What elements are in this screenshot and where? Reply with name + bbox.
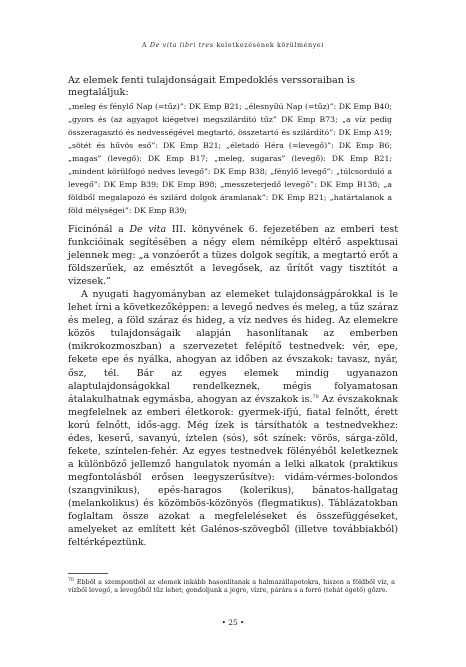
- running-head-suffix: keletkezésének körülményei: [213, 41, 324, 49]
- book-title-italic: De vita: [129, 224, 167, 235]
- paragraph-ficino-text-1: Ficinónál a: [68, 224, 130, 235]
- paragraph-ficino: [68, 223, 398, 288]
- page-number: • 25 •: [221, 618, 245, 627]
- paragraph-western-tradition: [68, 288, 398, 549]
- footnote-text: Ebből a szempontból az elemek inkább hasonlítanak a halmazállapotokra, hiszen a földből víz, a vízből levegő, a levegőből tűz lehet; gondoljunk a jégre, vízre, párára s a forró (tehát égető) gőzre.: [68, 578, 395, 595]
- footnote-reference[interactable]: 70: [312, 393, 319, 400]
- paragraph-tradition-text-2: Az évszakoknak megfelelnek az emberi életkorok: gyermek-ifjú, fiatal felnőtt, érett korú felnőtt, idős-agg. Még ízek is társíthatók a testnedvekhez: édes, keserű, savanyú, íztelen (sós), sőt színek: vörös, sárga-zöld, fekete, színtelen-fehér. Az egyes testnedvek fölényéből keletkeznek a különböző jellemző hangulatok nyomán a lelki alkatok (praktikus megfontolásból erősen leegyszerűsítve): vidám-vérmes-bolondos (szangvinikus), epés-haragos (kolerikus), bánatos-hallgatag (melankolikus) és közömbös-közönyös (flegmatikus). Táblázatokban foglaltam össze azokat a megfeleléseket és összefüggéseket, amelyeket az említett két Galénos-szövegből (illetve továbbiakból) feltérképeztünk.: [68, 393, 398, 549]
- main-text: [68, 223, 398, 549]
- paragraph-tradition-text-1: A nyugati hagyományban az elemeket tulajdonságpárokkal is le lehet írni a következőképpen: a levegő nedves és meleg, a tűz száraz és meleg, a föld száraz és hideg, a víz nedves és hideg. Az elemekre közös tulajdonságaik alapján hasonlítanak az emberben (mikrokozmoszban) a szervezetet felépítő testnedvek: vér, epe, fekete epe és nyálka, ahogyan az időben az évszakok: tavasz, nyár, ősz, tél. Bár az egyes elemek mindig ugyanazon alaptulajdonságokkal rendelkeznek, mégis folyamatosan átalakulhatnak egymásba, ahogyan az évszakok is.: [68, 289, 398, 405]
- footnote-divider: [68, 573, 108, 574]
- empedocles-quotations: „meleg és fénylő Nap (=tűz)”: DK Emp B21; „élesnyílú Nap (=tűz)”: DK Emp B40; „gyors és (az agyagot kiégetve) megszilárdító tűz” DK Emp B73; „a víz pedig összeragasztó és nedvességével megtartó, összetartó és szilárdító”: DK Emp A19; „sötét és hűvös eső”: DK Emp B21; „életadó Héra (=levegő)”: DK Emp B6; „magas” (levegő): DK Emp B17; „meleg, sugaras” (levegő): DK Emp B21; „mindent körülfogó nedves levegő”: DK Emp B38; „fénylő levegő”: „túlcsorduló a levegő”: DK Emp B39; DK Emp B98; „messzeterjedő levegő”: DK Emp B138; „a földből megalapozó és szilárd dolgok áramlanak”: DK Emp B21; „határtalanok a föld mélységei”: DK Emp B39;: [68, 102, 392, 215]
- running-head-title: De vita libri tres: [149, 41, 214, 49]
- footnote-mark: 70: [68, 577, 74, 583]
- running-head-prefix: A: [142, 41, 150, 49]
- intro-sentence: Az elemek fenti tulajdonságait Empedoklés verssoraiban is megtaláljuk:: [68, 75, 355, 98]
- running-head: [0, 41, 466, 49]
- paragraph-ficino-text-2: III. könyvének 6. fejezetében az emberi test funkcióinak segítésében a négy elem némiképp eltérő aspektusai jelennek meg: „a vonzóerőt a tüzes dolgok segítik, a megtartó erőt a földszerűek, az emésztőt a levegősek, az űrítőt vagy tisztítót a vizesek.”: [68, 224, 399, 288]
- footnote: [68, 578, 395, 595]
